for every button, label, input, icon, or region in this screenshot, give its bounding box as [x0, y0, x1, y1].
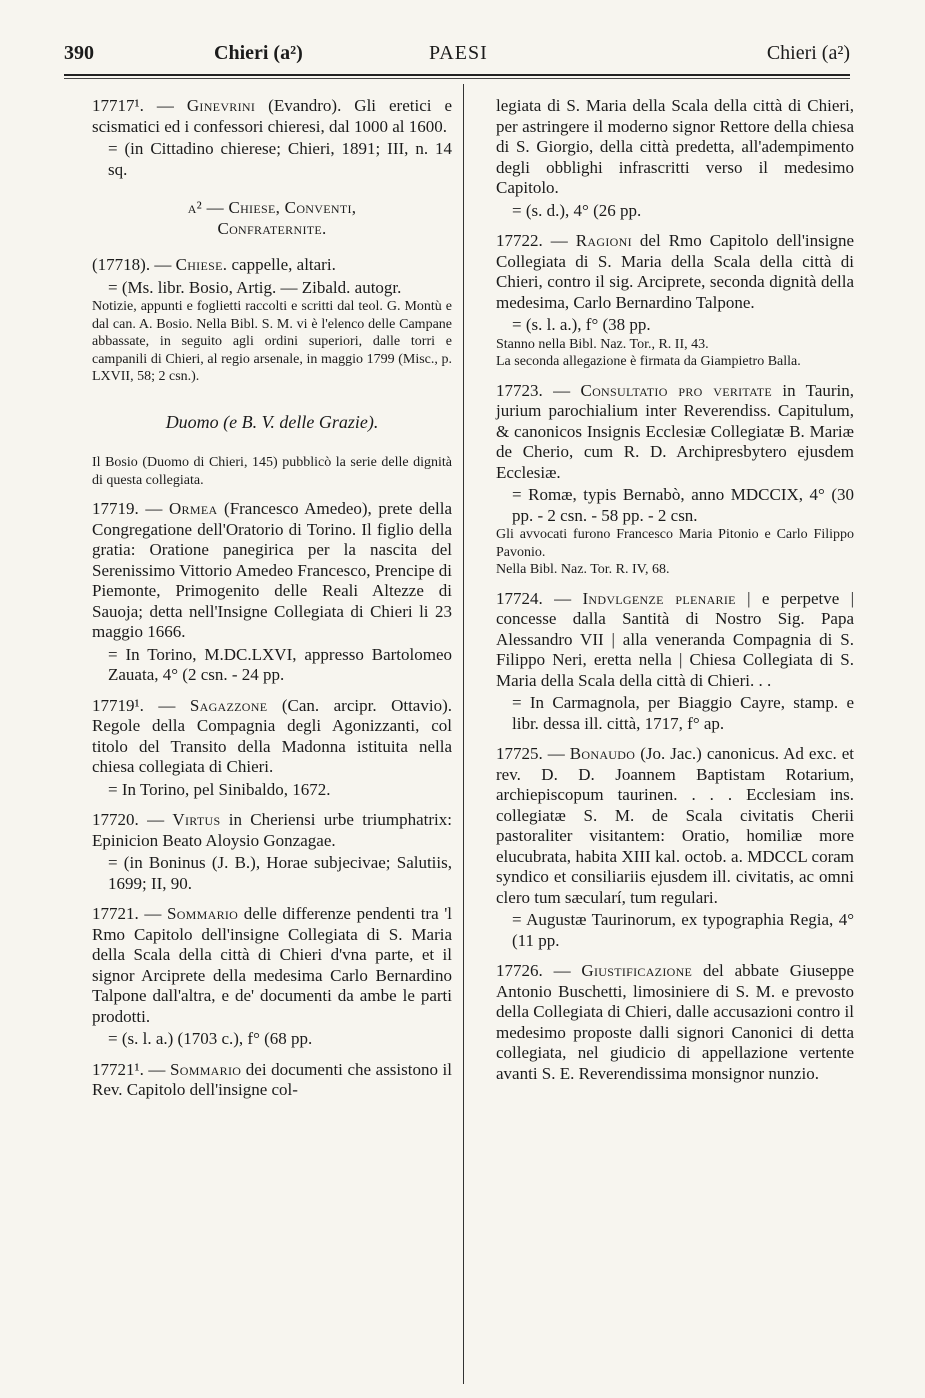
entry-text: dei documenti che assistono il Rev. Capitolo dell'insigne col- — [92, 1059, 453, 1099]
subsection-title: Duomo (e B. V. delle Grazie). — [165, 411, 379, 432]
left-running-title: Chieri (a²) — [214, 42, 303, 64]
section-heading-line1: a² — Chiese, Conventi, — [187, 198, 357, 217]
entry-continuation — [496, 96, 854, 221]
entry-17719: 17719. — Ormea (Francesco Amedeo), prete della Congregatione dell'Oratorio di Torino. Il figlio della gratia: Oratione panegirica per la nascita del Serenissimo Vittorio Amedeo Francesco, Prencipe di Piemonte, Primogenito delle Reali Altezze di Sauoja; detta nell'Insigne Collegiata di Chieri li 23 maggio 1666. = In Torino, M.DC.LXVI, appresso Bartolomeo Zauata, 4° (2 csn. - 24 pp. — [92, 499, 453, 684]
entry-number: 17726. — [496, 961, 543, 980]
entry-note: Stanno nella Bibl. Naz. Tor., R. II, 43. — [496, 336, 709, 352]
entry-text: (Jo. Jac.) canonicus. Ad exc. et rev. D. D. Joannem Baptistam Rotarium, archiepiscopum taurinen. . . . Ecclesiam ins. collegiatæ S. M. de Scala civitatis Cherii pastoraliter visitantem: Oratio, homiliæ more elucubrata, habita XIII kal. octob. a. MDCCL coram syndico et consiliariis ejusdem ill. civitatis, ac omni clero tum sæcularí, tum regulari. — [496, 744, 854, 907]
entry-note: Nella Bibl. Naz. Tor. R. IV, 68. — [496, 562, 670, 577]
entry-author: Ormea — [168, 499, 218, 518]
entry-number: 17725. — [496, 744, 543, 763]
entry-17721: 17721. — Sommario delle differenze pendenti tra 'l Rmo Capitolo dell'insigne Collegiata di S. Maria della Scala della città di Chieri d'vna parte, et il signor Arciprete della medesima Carlo Bernardino Talpone dall'altra, e de' documenti da ambe le parti prodotti. = (s. l. a.) (1703 c.), f° (68 pp. — [92, 904, 453, 1048]
entry-17720: 17720. — Virtus in Cheriensi urbe triumphatrix: Epinicion Beato Aloysio Gonzagae. = (in Boninus (J. B.), Horae subjecivae; Salutiis, 1699; II, 90. — [92, 810, 452, 893]
entry-author: Ginevrini — [186, 96, 256, 115]
entry-author: Virtus — [172, 810, 221, 829]
section-heading-line2: Confraternite. — [217, 218, 327, 238]
left-column — [92, 96, 452, 1111]
entry-text: (Evandro). Gli eretici e scismatici ed i confessori chieresi, dal 1000 al 1600. — [92, 96, 453, 136]
entry-imprint: = (s. l. a.), f° (38 pp. — [512, 315, 651, 334]
entry-imprint: = In Torino, M.DC.LXVI, appresso Bartolomeo Zauata, 4° (2 csn. - 24 pp. — [108, 644, 452, 684]
entry-number: 17722. — [496, 231, 543, 250]
header-rule-thin — [64, 78, 850, 79]
right-running-title: Chieri (a²) — [766, 42, 850, 64]
entry-imprint: = Augustæ Taurinorum, ex typographia Regia, 4° (11 pp. — [512, 910, 854, 950]
entry-note: Gli avvocati furono Francesco Maria Pitonio e Carlo Filippo Pavonio. — [496, 527, 854, 560]
entry-text: | e perpetve | concesse dalla Santità di Nostro Sig. Papa Alessandro VII | alla veneranda Compagnia di S. Filippo Neri, eretta nella | Chiesa Collegiata di S. Maria della Scala della città di Chieri. . . — [496, 588, 855, 690]
entry-number: 17721. — [92, 904, 139, 923]
center-running-title: PAESI — [429, 42, 488, 64]
entry-text: del abbate Giuseppe Antonio Buschetti, limosiniere di S. M. e prevosto della Collegiata di Chieri, dalle accusazioni contro il medesimo proposte dalli signori Canonici di detta collegiata, nel giudicio di appellazione vertente avanti S. E. Reverendissima monsignor nunzio. — [496, 961, 855, 1083]
entry-author: Sommario — [166, 904, 239, 923]
entry-author: Sommario — [170, 1059, 242, 1079]
entry-text: (Francesco Amedeo), prete della Congregatione dell'Oratorio di Torino. Il figlio della gratia: Oratione panegirica per la nascita del Serenissimo Vittorio Amedeo Francesco, Prencipe di Piemonte, Primogenito delle Reali Altezze di Sauoja; detta nell'Insigne Collegiata di Chieri li 23 maggio 1666. — [92, 499, 453, 641]
entry-number: 17720. — [92, 810, 139, 829]
entry-17724: 17724. — Indvlgenze plenarie | e perpetve | concesse dalla Santità di Nostro Sig. Papa Alessandro VII | alla veneranda Compagnia di S. Filippo Neri, eretta nella | Chiesa Collegiata di S. Maria della Scala della città di Chieri. . . = In Carmagnola, per Biaggio Cayre, stamp. e libr. dessa ill. città, 1717, f° ap. — [496, 588, 855, 733]
entry-text: legiata di S. Maria della Scala della città di Chieri, per astringere il moderno signor Rettore della chiesa di S. Giorgio, della città predetta, all'adempimento degli obblighi infrascritti verso il medesimo Capitolo. — [496, 96, 854, 197]
entry-imprint: = (s. d.), 4° (26 pp. — [512, 200, 642, 220]
entry-number: 17719¹. — [92, 695, 144, 715]
entry-number: 17723. — [496, 380, 543, 400]
entry-17726: 17726. — Giustificazione del abbate Giuseppe Antonio Buschetti, limosiniere di S. M. e prevosto della Collegiata di Chieri, dalle accusazioni contro il medesimo proposte dalli signori Canonici di detta collegiata, nel giudicio di appellazione vertente avanti S. E. Reverendissima monsignor nunzio. — [496, 961, 855, 1083]
entry-text: cappelle, altari. — [231, 255, 336, 274]
entry-imprint: = (in Boninus (J. B.), Horae subjecivae; Salutiis, 1699; II, 90. — [108, 853, 452, 893]
entry-text: in Cheriensi urbe triumphatrix: Epinicion Beato Aloysio Gonzagae. — [92, 810, 452, 850]
entry-author: Bonaudo — [569, 744, 636, 763]
subsection-note: Il Bosio (Duomo di Chieri, 145) pubblicò la serie delle dignità di questa collegiata. — [92, 455, 452, 488]
entry-number: 17721¹. — [92, 1059, 144, 1079]
entry-imprint: = (in Cittadino chierese; Chieri, 1891; III, n. 14 sq. — [108, 139, 452, 179]
section-heading — [92, 198, 452, 239]
entry-author: Sagazzone — [189, 695, 268, 715]
entry-17718: (17718). — Chiese. cappelle, altari. = (Ms. libr. Bosio, Artig. — Zibald. autogr. Notizie, appunti e foglietti raccolti e scritti dal teol. G. Montù e dal can. A. Bosio. Nella Bibl. S. M. vi è l'elenco delle Campane abbassate, in seguito agli ordini superiori, dalle torri e campanili di Chieri, al regio arsenale, in maggio 1799 (Misc., p. LXVII, 58; 2 csn.). — [92, 255, 452, 384]
entry-number: 17719. — [92, 499, 139, 518]
right-column — [496, 96, 854, 1094]
entry-imprint: = In Torino, pel Sinibaldo, 1672. — [108, 779, 331, 799]
entry-note: La seconda allegazione è firmata da Giampietro Balla. — [496, 354, 801, 369]
entry-text: in Taurin, jurium parochialium inter Reverendiss. Capitulum, & canonicos Insignis Ecclesiæ Collegiatæ B. Mariæ de Cherio, cum R. D. Archipresbytero ejusdem Ecclesiæ. — [496, 380, 855, 482]
entry-imprint: = Romæ, typis Bernabò, anno MDCCIX, 4° (30 pp. - 2 csn. - 58 pp. - 2 csn. — [512, 485, 854, 525]
entry-author: Chiese. — [175, 255, 228, 274]
entry-number: 17724. — [496, 588, 543, 608]
column-divider — [463, 84, 464, 1384]
page-number: 390 — [64, 42, 94, 64]
entry-17721-1: 17721¹. — Sommario dei documenti che assistono il Rev. Capitolo dell'insigne col- — [92, 1059, 453, 1099]
header-rule — [64, 74, 850, 76]
entry-text: del Rmo Capitolo dell'insigne Collegiata di S. Maria della Scala della città di Chieri, contro il sig. Arciprete, seconda dignità della medesima, Carlo Bernardino Talpone. — [496, 231, 854, 312]
entry-imprint: = In Carmagnola, per Biaggio Cayre, stamp. e libr. dessa ill. città, 1717, f° ap. — [512, 693, 854, 733]
entry-imprint: = (s. l. a.) (1703 c.), f° (68 pp. — [108, 1029, 313, 1048]
entry-17717-1: 17717¹. — Ginevrini (Evandro). Gli eretici e scismatici ed i confessori chieresi, dal 1000 al 1600. = (in Cittadino chierese; Chieri, 1891; III, n. 14 sq. — [92, 96, 453, 179]
running-header — [64, 42, 850, 72]
entry-imprint: = (Ms. libr. Bosio, Artig. — Zibald. autogr. — [108, 277, 402, 297]
entry-note: Notizie, appunti e foglietti raccolti e scritti dal teol. G. Montù e dal can. A. Bosio. Nella Bibl. S. M. vi è l'elenco delle Campane abbassate, in seguito agli ordini superiori, dalle torri e campanili di Chieri, al regio arsenale, in maggio 1799 (Misc., p. LXVII, 58; 2 csn.). — [92, 299, 452, 384]
entry-author: Giustificazione — [581, 961, 693, 980]
entry-17722: 17722. — Ragioni del Rmo Capitolo dell'insigne Collegiata di S. Maria della Scala della città di Chieri, contro il sig. Arciprete, seconda dignità della medesima, Carlo Bernardino Talpone. = (s. l. a.), f° (38 pp. Stanno nella Bibl. Naz. Tor., R. II, 43. La seconda allegazione è firmata da Giampietro Balla. — [496, 231, 854, 369]
entry-author: Ragioni — [575, 231, 632, 250]
entry-author: Indvlgenze plenarie — [582, 588, 736, 608]
entry-text: delle differenze pendenti tra 'l Rmo Capitolo dell'insigne Collegiata di S. Maria della Scala della città di Chieri d'vna parte, et il signor Arciprete della medesima Carlo Bernardino Talpone dall'altra, e de' documenti da ambe le parti prodotti. — [92, 904, 453, 1026]
entry-number: 17717¹. — [92, 96, 144, 115]
entry-author: Consultatio pro veritate — [580, 380, 772, 400]
entry-number: (17718). — [92, 255, 151, 274]
entry-text: (Can. arcipr. Ottavio). Regole della Compagnia degli Agonizzanti, col titolo del Transito della Madonna istituita nella chiesa collegiata di Chieri. — [92, 695, 452, 776]
entry-17725: 17725. — Bonaudo (Jo. Jac.) canonicus. Ad exc. et rev. D. D. Joannem Baptistam Rotarium, archiepiscopum taurinen. . . . Ecclesiam ins. collegiatæ S. M. de Scala civitatis Cherii pastoraliter visitantem: Oratio, homiliæ more elucubrata, habita XIII kal. octob. a. MDCCL coram syndico et consiliariis ejusdem ill. civitatis, ac omni clero tum sæcularí, tum regulari. = Augustæ Taurinorum, ex typographia Regia, 4° (11 pp. — [496, 744, 854, 950]
entry-17719-1: 17719¹. — Sagazzone (Can. arcipr. Ottavio). Regole della Compagnia degli Agonizzanti, col titolo del Transito della Madonna istituita nella chiesa collegiata di Chieri. = In Torino, pel Sinibaldo, 1672. — [92, 695, 452, 799]
entry-17723: 17723. — Consultatio pro veritate in Taurin, jurium parochialium inter Reverendiss. Capitulum, & canonicos Insignis Ecclesiæ Collegiatæ B. Mariæ de Cherio, cum R. D. Archipresbytero ejusdem Ecclesiæ. = Romæ, typis Bernabò, anno MDCCIX, 4° (30 pp. - 2 csn. - 58 pp. - 2 csn. Gli avvocati furono Francesco Maria Pitonio e Carlo Filippo Pavonio. Nella Bibl. Naz. Tor. R. IV, 68. — [496, 380, 855, 577]
